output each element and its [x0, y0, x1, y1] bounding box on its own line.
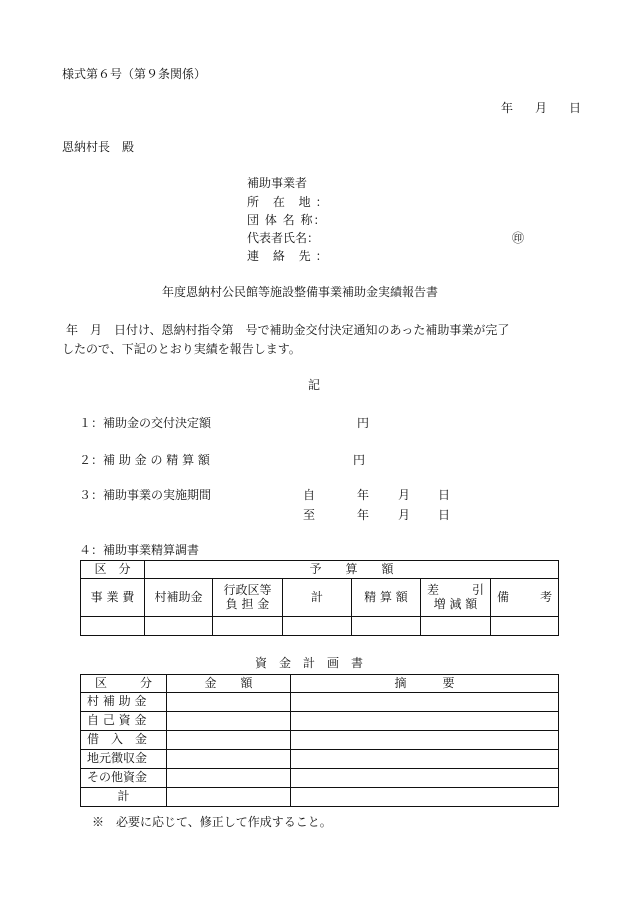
table-row [81, 788, 559, 807]
seal-mark: ㊞ [512, 231, 525, 245]
header-difference [421, 579, 491, 617]
header-difference-a: 差 [427, 582, 440, 597]
plan-header-summary: 摘 要 [291, 675, 559, 693]
date-line: 年 月 日 [501, 101, 587, 115]
period-to-year: 年 [357, 508, 370, 522]
item-1-unit: 円 [357, 416, 370, 430]
header-remarks-a: 備 [497, 589, 510, 604]
plan-row-label: 地元徴収金 [81, 750, 167, 769]
plan-cell-summary[interactable] [291, 788, 559, 807]
plan-cell-amount[interactable] [167, 750, 291, 769]
plan-cell-amount[interactable] [167, 788, 291, 807]
contact-label: 連 絡 先： [247, 249, 333, 263]
table-row [81, 617, 559, 636]
plan-cell-summary[interactable] [291, 750, 559, 769]
funding-plan-table [80, 674, 559, 807]
cell-village-subsidy[interactable] [145, 617, 213, 636]
item-2-label: ２：補 助 金 の 精 算 額 [79, 453, 210, 467]
header-project-cost: 事 業 費 [81, 579, 145, 617]
header-village-subsidy: 村補助金 [145, 579, 213, 617]
period-from-month: 月 [398, 488, 411, 502]
plan-header-amount: 金 額 [167, 675, 291, 693]
cell-remarks[interactable] [491, 617, 559, 636]
plan-cell-amount[interactable] [167, 769, 291, 788]
form-number: 様式第６号（第９条関係） [62, 67, 207, 81]
header-district-burden [213, 579, 283, 617]
table-row [81, 750, 559, 769]
org-name-label: 団 体 名 称： [247, 213, 327, 227]
addressee: 恩納村長 殿 [62, 140, 135, 154]
period-to-day: 日 [438, 508, 451, 522]
header-increase-decrease: 増 減 額 [433, 596, 478, 611]
table-row [81, 731, 559, 750]
cell-difference[interactable] [421, 617, 491, 636]
item-2-unit: 円 [353, 453, 366, 467]
plan-cell-summary[interactable] [291, 712, 559, 731]
item-3-label: ３：補助事業の実施期間 [79, 488, 212, 502]
period-from-day: 日 [438, 488, 451, 502]
header-remarks-b: 考 [540, 589, 553, 604]
item-1-label: １：補助金の交付決定額 [79, 416, 212, 430]
plan-cell-amount[interactable] [167, 712, 291, 731]
header-difference-b: 引 [471, 582, 484, 597]
body-line-1: 年 月 日付け、恩納村指令第 号で補助金交付決定通知のあった補助事業が完了 [66, 323, 510, 337]
plan-cell-amount[interactable] [167, 731, 291, 750]
cell-settled-amount[interactable] [352, 617, 421, 636]
period-from: 自 [303, 488, 316, 502]
period-to-month: 月 [398, 508, 411, 522]
plan-row-label: 自 己 資 金 [81, 712, 167, 731]
plan-row-label: 村 補 助 金 [81, 693, 167, 712]
period-to: 至 [303, 508, 316, 522]
header-settled-amount: 精 算 額 [352, 579, 421, 617]
ki-mark: 記 [308, 378, 321, 392]
header-budget: 予 算 額 [145, 561, 559, 579]
header-remarks [491, 579, 559, 617]
settlement-table [80, 560, 559, 636]
footnote: ※ 必要に応じて、修正して作成すること。 [92, 815, 332, 829]
address-label: 所 在 地： [247, 195, 333, 209]
funding-plan-title: 資 金 計 画 書 [255, 656, 364, 670]
cell-district-burden[interactable] [213, 617, 283, 636]
table-row [81, 769, 559, 788]
representative-label: 代表者氏名： [247, 231, 320, 245]
item-4-label: ４：補助事業精算調書 [79, 543, 200, 557]
plan-cell-summary[interactable] [291, 731, 559, 750]
cell-project-cost[interactable] [81, 617, 145, 636]
cell-total[interactable] [283, 617, 352, 636]
plan-cell-summary[interactable] [291, 769, 559, 788]
header-district-burden-line1: 行政区等 [223, 582, 272, 597]
plan-header-kubun [81, 675, 167, 693]
applicant-heading: 補助事業者 [247, 176, 308, 190]
document-title: 年度恩納村公民館等施設整備事業補助金実績報告書 [162, 285, 439, 299]
plan-cell-amount[interactable] [167, 693, 291, 712]
plan-row-label: その他資金 [81, 769, 167, 788]
table-row [81, 693, 559, 712]
table-row [81, 712, 559, 731]
header-total: 計 [283, 579, 352, 617]
header-district-burden-line2: 負 担 金 [225, 596, 270, 611]
period-from-year: 年 [357, 488, 370, 502]
header-kubun: 区 分 [81, 561, 145, 579]
plan-row-label-total: 計 [81, 788, 167, 807]
body-line-2: したので、下記のとおり実績を報告します。 [62, 342, 301, 356]
plan-header-kubun-a: 区 [95, 675, 108, 690]
plan-header-kubun-b: 分 [139, 675, 152, 690]
plan-cell-summary[interactable] [291, 693, 559, 712]
plan-row-label: 借 入 金 [81, 731, 167, 750]
